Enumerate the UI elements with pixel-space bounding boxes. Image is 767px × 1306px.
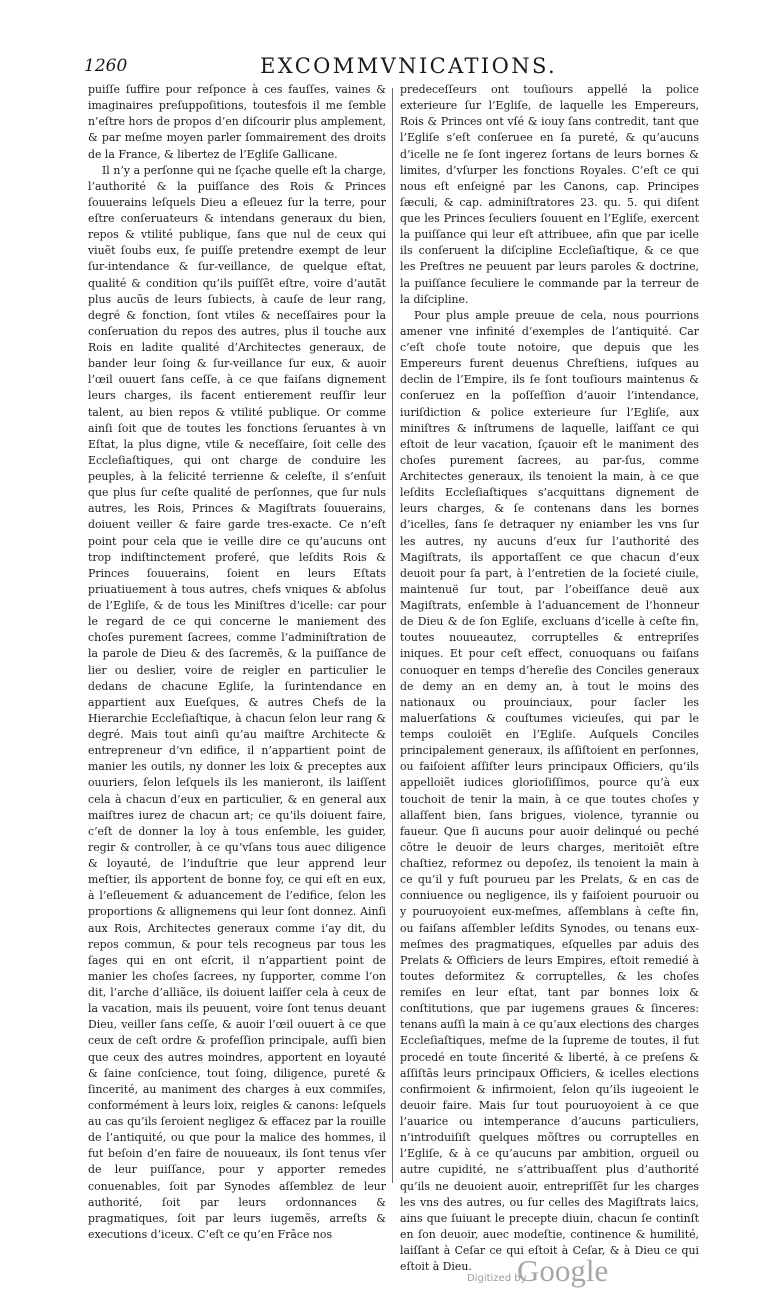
google-logo: Google: [517, 1253, 609, 1288]
left-column: [88, 82, 386, 1243]
paragraph: Il n’y a perſonne qui ne ſçache quelle eſt la charge, l’authorité & la puiſſance des Rois & Princes ſouuerains leſquels Dieu a eſleuez ſur la terre, pour eſtre conſeruateurs & intendans generaux du bien, repos & vtilité publique, ſans que nul de ceux qui viuẽt ſoubs eux, ſe puiſſe pretendre exempt de leur ſur-intendance & ſur-veillance, de quelque eſtat, qualité & condition qu’ils puiſſẽt eſtre, voire d’autãt plus aucũs de leurs ſubiects, à cauſe de leur rang, degré & fonction, ſont vtiles & neceſſaires pour la conſeruation du repos des autres, plus il touche aux Rois en ladite qualité d’Architectes generaux, de bander leur ſoing & ſur-veillance ſur eux, & auoir l’œil ouuert ſans ceſſe, à ce que faiſans dignement leurs charges, ils facent entierement reuſſir leur talent, au bien repos & vtilité publique. Or comme ainſi ſoit que de toutes les fonctions ſeruantes à vn Eſtat, la plus digne, vtile & neceſſaire, ſoit celle des Eccleſiaſtiques, qui ont charge de conduire les peuples, à la felicité terrienne & celeſte, il s’enſuit que plus ſur ceſte qualité de perſonnes, que ſur nuls autres, les Rois, Princes & Magiſtrats ſouuerains, doiuent veiller & faire garde tres-exacte. Ce n’eſt point pour cela que ie veille dire ce qu’aucuns ont trop indiſtinctement proferé, que leſdits Rois & Princes ſouuerains, ſoient en leurs Eſtats priuatiuement à tous autres, chefs vniques & abſolus de l’Egliſe, & de tous les Miniſtres d’icelle: car pour le regard de ce qui concerne le maniement des choſes purement ſacrees, comme l’adminiſtration de la parole de Dieu & des ſacremẽs, & la puiſſance de lier ou deslier, voire de reigler en particulier le dedans de chacune Egliſe, la ſurintendance en appartient aux Eueſques, & autres Chefs de la Hierarchie Eccleſiaſtique, à chacun ſelon leur rang & degré. Mais tout ainſi qu’au maiſtre Architecte & entrepreneur d’vn edifice, il n’appartient point de manier les outils, ny donner les loix & preceptes aux ouuriers, ſelon leſquels ils les manieront, ils laiſſent cela à chacun d’eux en particulier, & en general aux maiſtres iurez de chacun art; ce qu’ils doiuent faire, c’eſt de donner la loy à tous enſemble, les guider, regir & controller, à ce qu’vſans tous auec diligence & loyauté, de l’induſtrie que leur apprend leur meſtier, ils apportent de bonne foy, ce qui eſt en eux, à l’eſleuement & aduancement de l’edifice, ſelon les proportions & allignemens qui leur ſont donnez. Ainſi aux Rois, Architectes generaux comme i’ay dit, du repos commun, & pour tels recogneus par tous les ſages qui en ont eſcrit, il n’appartient point de manier les choſes ſacrees, ny ſupporter, comme l’on dit, l’arche d’alliãce, ils doiuent laiſſer cela à ceux de la vacation, mais ils peuuent, voire ſont tenus deuant Dieu, veiller ſans ceſſe, & auoir l’œil ouuert à ce que ceux de ceſt ordre & profeſſion principale, auſſi bien que ceux des autres moindres, apportent en loyauté & ſaine conſcience, tout ſoing, diligence, pureté & ſincerité, au maniment des charges à eux commiſes, conformément à leurs loix, reigles & canons: leſquels au cas qu’ils ſeroient negligez & effacez par la rouille de l’antiquité, ou que pour la malice des hommes, il fut beſoin d’en faire de nouueaux, ils ſont tenus vſer de leur puiſſance, pour y apporter remedes conuenables, ſoit par Synodes aſſemblez de leur authorité, ſoit par leurs ordonnances & pragmatiques, ſoit par leurs iugemẽs, arreſts & executions d’iceux. C’eſt ce qu’en Frãce nos: [88, 163, 386, 1241]
paragraph: predeceſſeurs ont touſiours appellé la police exterieure ſur l’Egliſe, de laquelle les Empereurs, Rois & Princes ont vſé & iouy ſans contredit, tant que l’Egliſe s’eſt conſeruee en ſa pureté, & qu’aucuns d’icelle ne ſe ſont ingerez ſortans de leurs bornes & limites, d’vſurper les fonctions Royales. C’eſt ce qui nous eſt enſeigné par les Canons, cap. Principes ſæculi, & cap. adminiſtratores 23. qu. 5. qui diſent que les Princes ſeculiers ſouuent en l’Egliſe, exercent la puiſſance qui leur eſt attribuee, afin que par icelle ils conſeruent la diſcipline Eccleſiaſtique, & ce que les Preſtres ne peuuent par leurs paroles & doctrine, la puiſſance ſeculiere le commande par la terreur de la diſcipline.: [400, 83, 699, 306]
paragraph: puiſſe ſuffire pour reſponce à ces fauſſes, vaines & imaginaires preſuppoſitions, toutesfois il me ſemble n’eſtre hors de propos d’en diſcourir plus amplement, & par meſme moyen parler ſommairement des droits de la France, & libertez de l’Egliſe Gallicane.: [88, 83, 386, 161]
column-divider: [392, 88, 393, 1183]
right-column: [400, 82, 699, 1275]
running-title: EXCOMMVNICATIONS.: [260, 54, 558, 78]
paragraph: Pour plus ample preuue de cela, nous pourrions amener vne infinité d’exemples de l’antiquité. Car c’eſt choſe toute notoire, que depuis que les Empereurs furent deuenus Chreſtiens, iuſques au declin de l’Empire, ils ſe ſont touſiours maintenus & conſeruez en la poſſeſſion d’auoir l’intendance, iuriſdiction & police exterieure ſur l’Egliſe, aux miniſtres & inſtrumens de laquelle, laiſſant ce qui eſtoit de leur vacation, ſçauoir eſt le maniment des choſes purement ſacrees, au par-ſus, comme Architectes generaux, ils tenoient la main, à ce que leſdits Eccleſiaſtiques s’acquittans dignement de leurs charges, & ſe contenans dans les bornes d’icelles, ſans ſe detraquer ny eniamber les vns ſur les autres, ny aucuns d’eux ſur l’authorité des Magiſtrats, ils apportaſſent ce que chacun d’eux deuoit pour ſa part, à l’entretien de la ſocieté ciuile, maintenuë ſur tout, par l’obeiſſance deuë aux Magiſtrats, enſemble à l’aduancement de l’honneur de Dieu & de ſon Egliſe, excluans d’icelle à ceſte fin, toutes nouueautez, corruptelles & entrepriſes iniques. Et pour ceſt effect, conuoquans ou faiſans conuoquer en temps d’hereſie des Conciles generaux de demy an en demy an, à tout le moins des nationaux ou prouinciaux, pour ſacler les maluerſations & couſtumes vicieuſes, qui par le temps couloiẽt en l’Egliſe. Auſquels Conciles principalement generaux, ils aſſiſtoient en perſonnes, ou faiſoient aſſiſter leurs principaux Officiers, qu’ils appelloiẽt iudices glorioſiſſimos, pource qu’à eux touchoit de tenir la main, à ce que toutes choſes y allaſſent bien, ſans brigues, violence, tyrannie ou faueur. Que ſi aucuns pour auoir delinqué ou peché cõtre le deuoir de leurs charges, meritoiẽt eſtre chaſtiez, reformez ou depoſez, ils tenoient la main à ce qu’il y fuſt pourueu par les Prelats, & en cas de conniuence ou negligence, ils y faiſoient pouruoir ou y pouruoyoient eux-meſmes, aſſemblans à ceſte fin, ou faiſans aſſembler leſdits Synodes, ou tenans eux-meſmes des pragmatiques, eſquelles par aduis des Prelats & Officiers de leurs Empires, eſtoit remedié à toutes deformitez & corruptelles, & les choſes remiſes en leur eſtat, tant par bonnes loix & conſtitutions, que par iugemens graues & ſinceres: tenans auſſi la main à ce qu’aux elections des charges Eccleſiaſtiques, meſme de la ſupreme de toutes, il fut procedé en toute ſincerité & liberté, à ce preſens & aſſiſtãs leurs principaux Officiers, & icelles elections confirmoient & infirmoient, ſelon qu’ils iugeoient le deuoir faire. Mais ſur tout pouruoyoient à ce que l’auarice ou intemperance d’aucuns particuliers, n’introduiſiſt quelques mõſtres ou corruptelles en l’Egliſe, & à ce qu’aucuns par ambition, orgueil ou autre cupidité, ne s’attribuaſſent plus d’authorité qu’ils ne deuoient auoir, entrepriſſẽt ſur les charges les vns des autres, ou ſur celles des Magiſtrats laics, ains que ſuiuant le precepte diuin, chacun ſe continſt en ſon deuoir, auec modeſtie, continence & humilité, laiſſant à Ceſar ce qui eſtoit à Ceſar, & à Dieu ce qui eſtoit à Dieu.: [400, 308, 699, 1274]
page-number: 1260: [84, 56, 128, 76]
digitized-watermark: [467, 1253, 727, 1293]
digitized-by-label: Digitized by: [467, 1273, 527, 1284]
page-header: [70, 54, 710, 84]
